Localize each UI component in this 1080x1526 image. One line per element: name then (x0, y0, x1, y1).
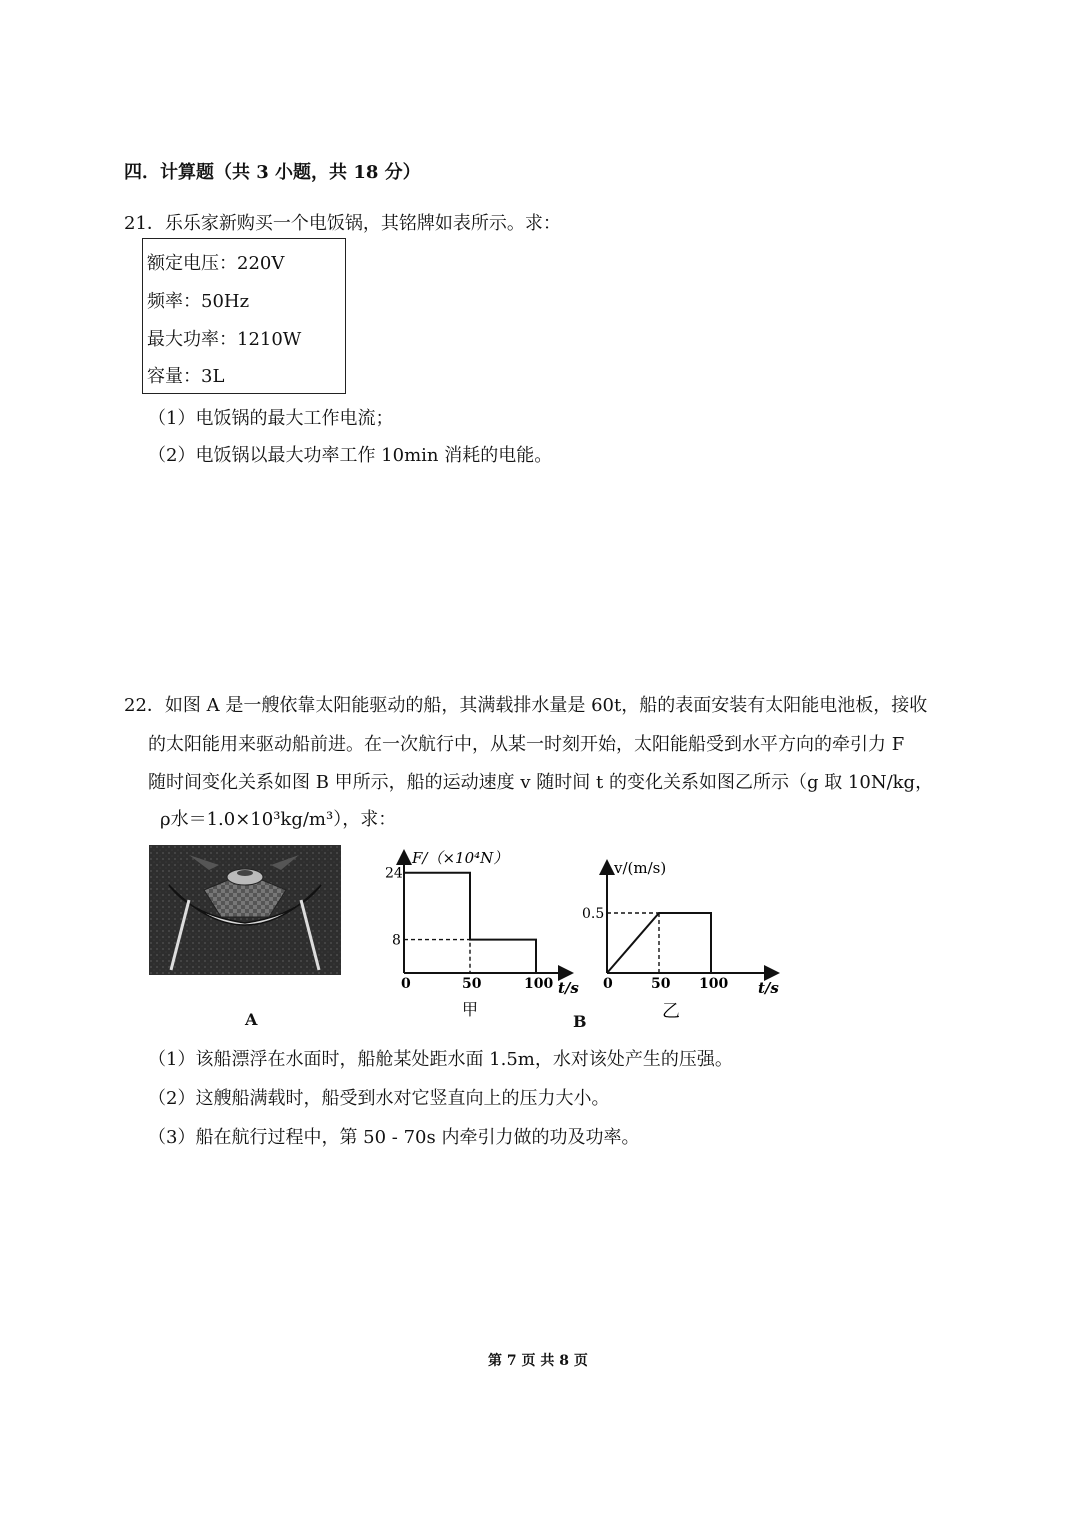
chart2-xtick-100: 100 (699, 976, 729, 992)
chart1-ytick-24: 24 (385, 865, 403, 882)
fig-a-label: A (245, 1010, 258, 1029)
chart1-xlabel: t/s (558, 979, 579, 997)
fig-b-label: B (573, 1012, 587, 1031)
chart-velocity-time (582, 845, 790, 1030)
nameplate-voltage: 额定电压：220V (147, 253, 285, 274)
nameplate-capacity: 容量：3L (147, 366, 225, 387)
chart2-name: 乙 (662, 1001, 680, 1022)
chart1-name: 甲 (462, 1000, 479, 1019)
chart2-ytick-0.5: 0.5 (582, 906, 605, 922)
chart1-xtick-0: 0 (401, 976, 411, 992)
chart2-xtick-0: 0 (603, 976, 613, 992)
q22-line4: ρ水＝1.0×10³kg/m³），求： (160, 809, 397, 830)
chart1-xtick-50: 50 (462, 976, 482, 992)
page-number: 第 7 页 共 8 页 (488, 1353, 588, 1369)
q21-sub1: （1）电饭锅的最大工作电流； (148, 408, 394, 429)
chart1-ylabel: F/（×10⁴N） (412, 849, 509, 867)
q22-sub2: （2）这艘船满载时，船受到水对它竖直向上的压力大小。 (148, 1088, 610, 1109)
q21-stem: 21．乐乐家新购买一个电饭锅，其铭牌如表所示。求： (124, 213, 561, 234)
nameplate-power: 最大功率：1210W (147, 329, 302, 350)
q22-sub1: （1）该船漂浮在水面时，船舱某处距水面 1.5m，水对该处产生的压强。 (148, 1049, 733, 1070)
q22-line3: 随时间变化关系如图 B 甲所示，船的运动速度 v 随时间 t 的变化关系如图乙所示（g 取 10N/kg， (148, 772, 934, 793)
section-title: 四．计算题（共 3 小题，共 18 分） (124, 162, 421, 183)
chart2-xtick-50: 50 (651, 976, 671, 992)
chart1-ytick-8: 8 (392, 932, 401, 949)
q22-line2: 的太阳能用来驱动船前进。在一次航行中，从某一时刻开始，太阳能船受到水平方向的牵引力 F (148, 734, 905, 755)
chart2-xlabel: t/s (758, 979, 779, 997)
nameplate-table (142, 238, 346, 394)
chart2-ylabel: v/(m/s) (614, 859, 667, 877)
nameplate-frequency: 频率：50Hz (147, 291, 250, 312)
q21-sub2: （2）电饭锅以最大功率工作 10min 消耗的电能。 (148, 445, 553, 466)
q22-sub3: （3）船在航行过程中，第 50 - 70s 内牵引力做的功及功率。 (148, 1127, 640, 1148)
q22-line1: 22．如图 A 是一艘依靠太阳能驱动的船，其满载排水量是 60t，船的表面安装有太阳能电池板，接收 (124, 695, 928, 716)
chart-force-time (380, 845, 580, 1030)
chart1-xtick-100: 100 (524, 976, 554, 992)
solar-boat-photo (149, 845, 341, 975)
